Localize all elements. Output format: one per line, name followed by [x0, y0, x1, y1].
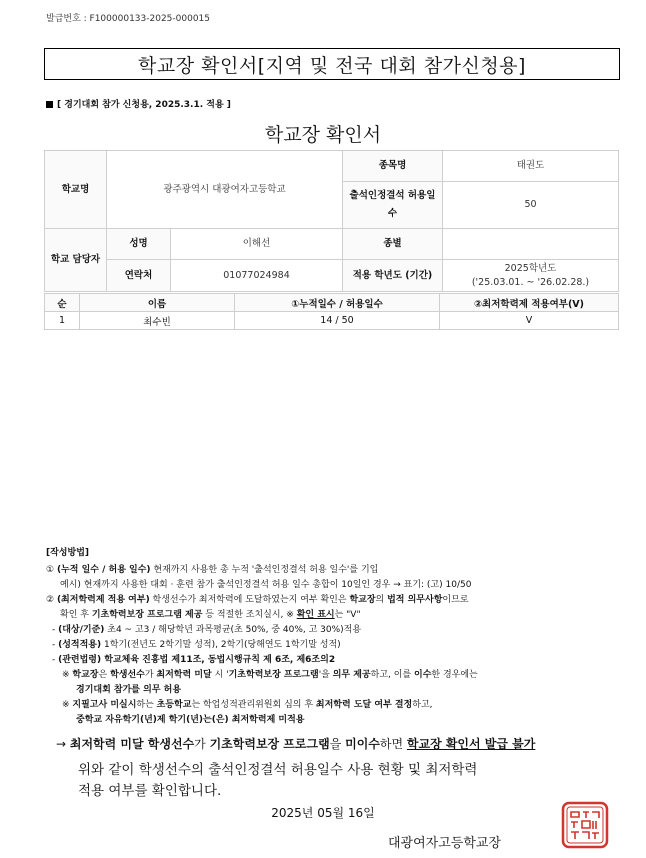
method-line-4: 확인 후 기초학력보장 프로그램 제공 등 적절한 조치실시, ※ 확인 표시는 "V"	[60, 610, 361, 620]
col-header-days: ①누적일수 / 허용일수	[235, 294, 440, 312]
method-line-2: 예시) 현재까지 사용한 대회 · 훈련 참가 출석인정결석 허용 일수 총합이 10일인 경우 → 표기: (고) 10/50	[60, 580, 472, 590]
method-line-10: ※ 지필고사 미실시하는 초등학교는 학업성적관리위원회 심의 후 최저학력 도달 여부 결정하고,	[62, 700, 433, 710]
name-value: 이해선	[171, 229, 343, 260]
method-line-11: 중학교 자유학기(년)제 학기(년)는(은) 최저학력제 미적용	[76, 715, 305, 725]
issue-date: 2025년 05월 16일	[271, 806, 375, 820]
principal-signature: 대광여자고등학교장	[388, 836, 502, 851]
method-line-6: - (성적적용) 1학기(전년도 2학기말 성적), 2학기(당해연도 1학기말 성적)	[52, 640, 341, 650]
school-value: 광주광역시 대광여자고등학교	[107, 151, 343, 229]
year-cell	[443, 260, 619, 292]
method-line-9: 경기대회 참가를 의무 허용	[76, 685, 182, 695]
form-note-text: [ 경기대회 참가 신청용, 2025.3.1. 적용 ]	[57, 100, 231, 110]
name-label: 성명	[107, 229, 171, 260]
info-table	[44, 150, 619, 292]
issue-number: 발급번호 : F100000133-2025-000015	[46, 14, 210, 24]
col-header-min-grade: ②최저학력제 적용여부(V)	[440, 294, 619, 312]
absence-value: 50	[443, 182, 619, 229]
sport-label: 종목명	[343, 151, 443, 182]
official-seal-stamp	[560, 800, 610, 850]
row-name: 최수빈	[80, 312, 235, 330]
division-label: 종별	[343, 229, 443, 260]
method-heading: [작성방법]	[46, 548, 90, 558]
confirm-line-1: 위와 같이 학생선수의 출석인정결석 허용일수 사용 현황 및 최저학력	[78, 762, 478, 778]
manager-label: 학교 담당자	[45, 229, 107, 292]
col-header-name: 이름	[80, 294, 235, 312]
contact-value: 01077024984	[171, 260, 343, 292]
contact-label: 연락처	[107, 260, 171, 292]
table-row	[45, 312, 619, 330]
division-value	[443, 229, 619, 260]
absence-label: 출석인정결석 허용일수	[343, 182, 443, 229]
square-bullet-icon	[46, 101, 53, 108]
row-min-grade: V	[440, 312, 619, 330]
form-note	[46, 97, 231, 110]
period-value: ('25.03.01. ~ '26.02.28.)	[471, 276, 590, 288]
year-value: 2025학년도	[504, 262, 557, 274]
col-header-no: 순	[45, 294, 80, 312]
method-line-1: ① (누적 일수 / 허용 일수) 현재까지 사용한 총 누적 '출석인정결석 허용 일수'를 기입	[46, 565, 379, 575]
writing-method	[46, 546, 636, 728]
confirm-line-2: 적용 여부를 확인합니다.	[78, 783, 222, 799]
student-table	[44, 293, 619, 330]
sport-value: 태권도	[443, 151, 619, 182]
notice-line: → 최저학력 미달 학생선수가 기초학력보장 프로그램을 미이수하면 학교장 확인서 발급 불가	[56, 737, 536, 751]
method-line-8: ※ 학교장은 학생선수가 최저학력 미달 시 '기초학력보장 프로그램'을 의무 제공하고, 이를 이수한 경우에는	[62, 670, 478, 680]
method-line-5: - (대상/기준) 초4 ~ 고3 / 해당학년 과목평균(초 50%, 중 40%, 고 30%)적용	[52, 625, 362, 635]
document-header-title: 학교장 확인서[지역 및 전국 대회 참가신청용]	[44, 48, 620, 80]
method-line-3: ② (최저학력제 적용 여부) 학생선수가 최저학력에 도달하였는지 여부 확인은 학교장의 법적 의무사항이므로	[46, 595, 469, 605]
row-days: 14 / 50	[235, 312, 440, 330]
doc-title: 학교장 확인서	[264, 124, 382, 146]
method-line-7: - (관련법령) 학교체육 진흥법 제11조, 동법시행규칙 제 6조, 제6조의2	[52, 655, 336, 665]
row-no: 1	[45, 312, 80, 330]
school-label: 학교명	[45, 151, 107, 229]
confirm-text	[78, 760, 477, 802]
year-label: 적용 학년도 (기간)	[343, 260, 443, 292]
